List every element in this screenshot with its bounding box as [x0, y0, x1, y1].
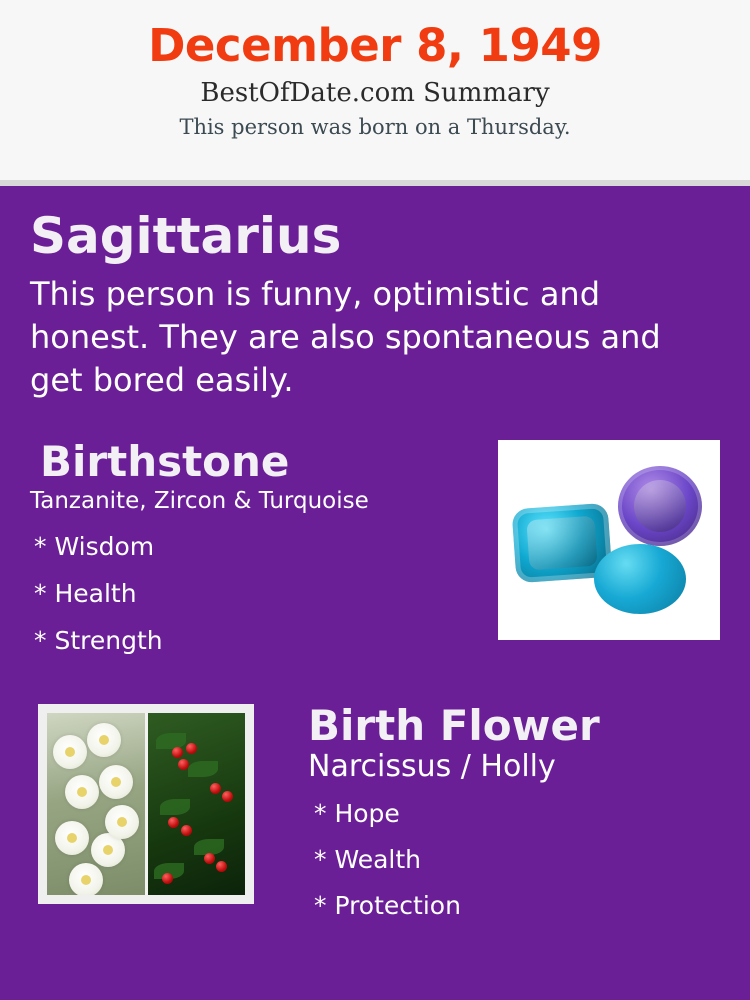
birthstone-image-canvas: [508, 450, 710, 630]
birthstone-names: Tanzanite, Zircon & Turquoise: [30, 488, 369, 515]
birthstone-text: [28, 437, 468, 655]
birth-flower-text: [278, 701, 722, 920]
birth-day-note: This person was born on a Thursday.: [179, 114, 571, 139]
birth-flower-image-canvas: [47, 713, 245, 895]
holly-photo-half: [145, 713, 246, 895]
card-header: [0, 0, 750, 180]
birthstone-section: [28, 437, 722, 670]
site-summary-label: BestOfDate.com Summary: [200, 78, 550, 109]
birthstone-image: [498, 440, 720, 640]
birth-flower-image: [38, 704, 254, 904]
birthstone-trait: * Wisdom: [34, 531, 155, 561]
zodiac-description: This person is funny, optimistic and honest. They are also spontaneous and get bored easily.: [30, 274, 661, 399]
birth-flower-title: Birth Flower: [308, 701, 600, 751]
birth-flower-trait: * Hope: [314, 798, 400, 828]
gem-turquoise-icon: [594, 544, 686, 614]
gem-purple-icon: [618, 466, 702, 546]
birthstone-title: Birthstone: [40, 437, 290, 487]
page-title: December 8, 1949: [148, 19, 602, 72]
birth-flower-section: [28, 701, 722, 944]
birthstone-trait: * Strength: [34, 625, 163, 655]
zodiac-sign-title: Sagittarius: [30, 207, 342, 265]
birth-flower-names: Narcissus / Holly: [308, 749, 556, 785]
birth-flower-trait: * Wealth: [314, 844, 421, 874]
narcissus-photo-half: [47, 713, 145, 895]
birth-flower-trait: * Protection: [314, 890, 461, 920]
birthstone-trait: * Health: [34, 578, 137, 608]
card-body: [0, 186, 750, 1000]
